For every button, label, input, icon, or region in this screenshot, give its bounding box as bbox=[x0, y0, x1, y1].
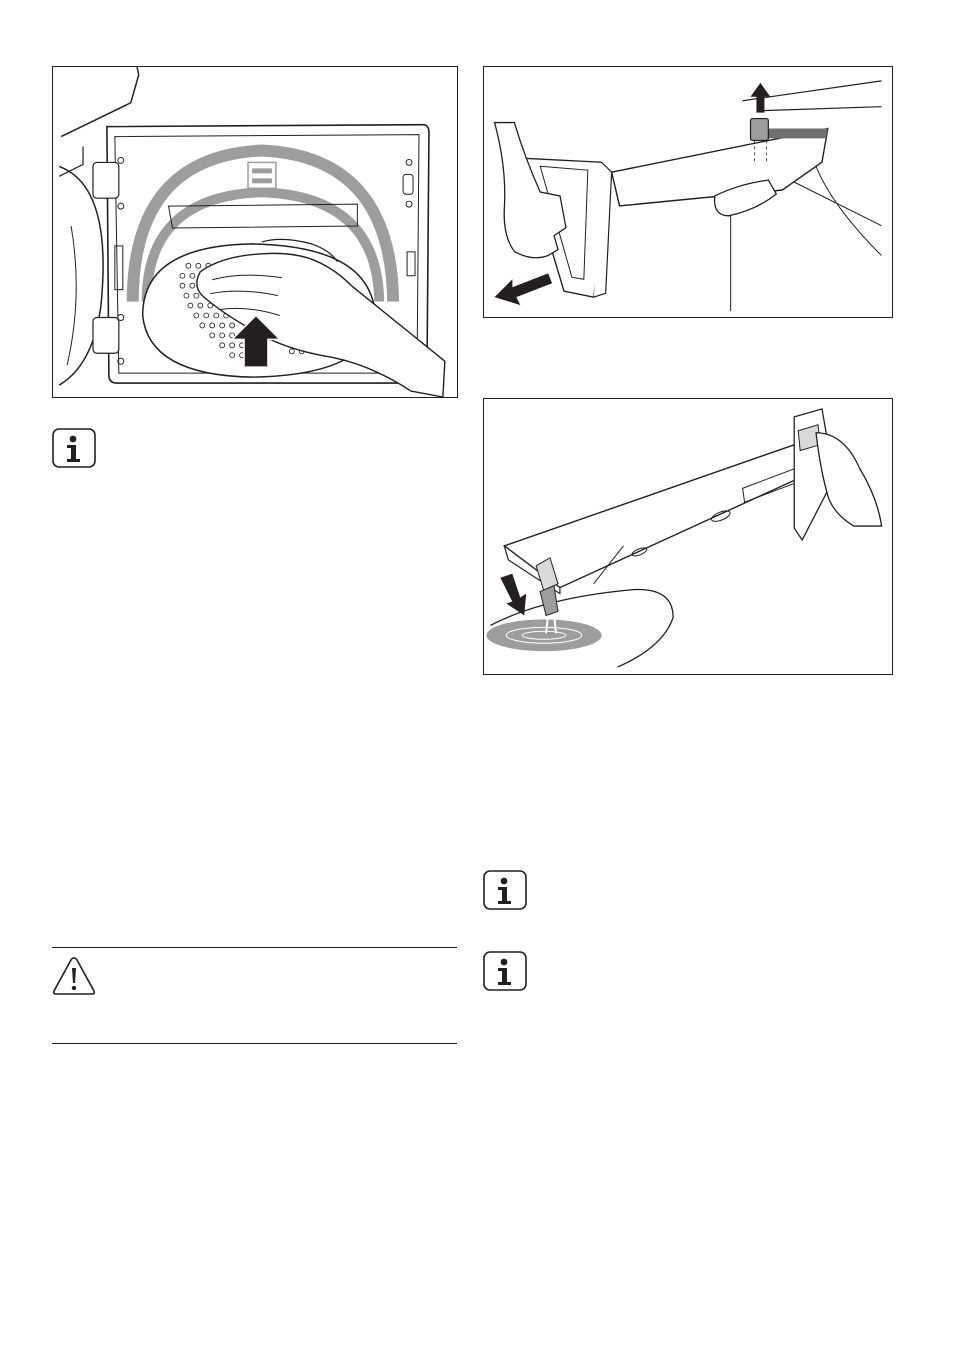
container-pull-illustration bbox=[484, 67, 892, 317]
figure-container-pull bbox=[483, 66, 893, 318]
warning-bottom-rule bbox=[52, 1043, 457, 1044]
figure-filter-insert bbox=[52, 66, 458, 398]
container-empty-illustration bbox=[484, 399, 892, 674]
warning-icon bbox=[52, 955, 96, 997]
info-icon bbox=[483, 870, 527, 910]
figure-container-empty bbox=[483, 398, 893, 675]
info-icon bbox=[483, 951, 527, 991]
filter-insert-illustration bbox=[53, 67, 457, 397]
warning-top-rule bbox=[52, 947, 457, 948]
info-icon bbox=[52, 428, 96, 468]
